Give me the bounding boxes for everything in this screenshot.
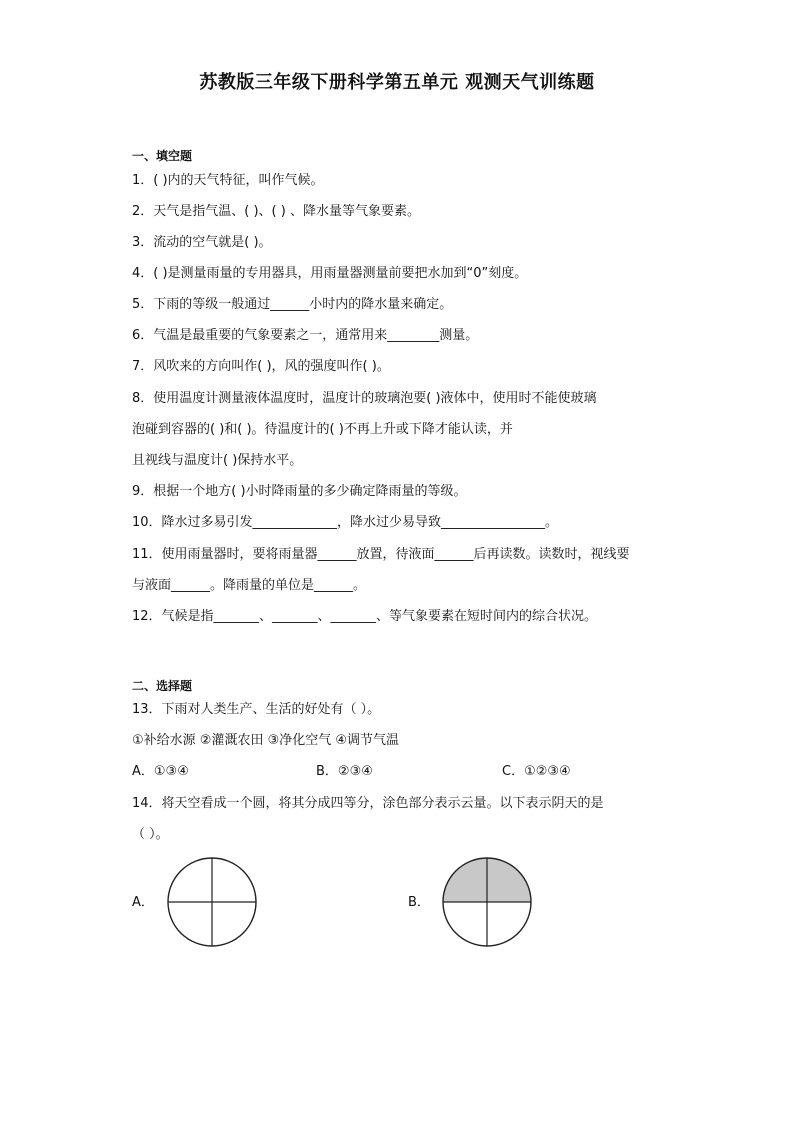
question-6: 6．气温是最重要的气象要素之一，通常用来________测量。 bbox=[132, 328, 479, 343]
question-14-stem-line-1: 14．将天空看成一个圆，将其分成四等分，涂色部分表示云量。以下表示阴天的是 bbox=[132, 796, 604, 811]
question-13-option-a[interactable]: A．①③④ bbox=[132, 764, 189, 779]
cloud-cover-figure-b bbox=[441, 856, 533, 952]
section-heading-choice: 二、选择题 bbox=[132, 679, 193, 693]
question-13-option-c[interactable]: C．①②③④ bbox=[502, 764, 571, 779]
question-14-stem-line-2: （ ）。 bbox=[132, 827, 169, 842]
question-8-line-1: 8．使用温度计测量液体温度时，温度计的玻璃泡要( )液体中，使用时不能使玻璃 bbox=[132, 391, 597, 406]
question-13-stem: 13．下雨对人类生产、生活的好处有（ ）。 bbox=[132, 702, 381, 717]
question-4: 4．( )是测量雨量的专用器具，用雨量器测量前要把水加到“0”刻度。 bbox=[132, 266, 528, 281]
question-11-line-2: 与液面______。降雨量的单位是______。 bbox=[132, 578, 367, 593]
question-2: 2．天气是指气温、( )、( ) 、降水量等气象要素。 bbox=[132, 204, 420, 219]
question-3: 3．流动的空气就是( )。 bbox=[132, 235, 272, 250]
question-11-line-1: 11．使用雨量器时，要将雨量器______放置，待液面______后再读数。读数时，视线要 bbox=[132, 547, 630, 562]
question-10: 10．降水过多易引发_____________，降水过少易导致________________。 bbox=[132, 515, 559, 530]
question-1: 1．( )内的天气特征，叫作气候。 bbox=[132, 173, 324, 188]
question-8-line-2: 泡碰到容器的( )和( )。待温度计的( )不再上升或下降才能认读，并 bbox=[132, 422, 513, 437]
section-heading-fill: 一、填空题 bbox=[132, 149, 193, 163]
question-13-option-b[interactable]: B．②③④ bbox=[316, 764, 373, 779]
question-7: 7．风吹来的方向叫作( )，风的强度叫作( )。 bbox=[132, 359, 390, 374]
question-14-option-b[interactable]: B． bbox=[408, 895, 430, 910]
document-title: 苏教版三年级下册科学第五单元 观测天气训练题 bbox=[199, 72, 595, 93]
question-14-option-a[interactable]: A． bbox=[132, 895, 154, 910]
question-13-items: ①补给水源 ②灌溉农田 ③净化空气 ④调节气温 bbox=[132, 733, 400, 748]
cloud-cover-figure-a bbox=[166, 856, 258, 952]
question-12: 12．气候是指_______、_______、_______、等气象要素在短时间内的综合状况。 bbox=[132, 609, 598, 624]
question-8-line-3: 且视线与温度计( )保持水平。 bbox=[132, 453, 303, 468]
question-9: 9．根据一个地方( )小时降雨量的多少确定降雨量的等级。 bbox=[132, 484, 467, 499]
question-5: 5．下雨的等级一般通过______小时内的降水量来确定。 bbox=[132, 297, 453, 312]
